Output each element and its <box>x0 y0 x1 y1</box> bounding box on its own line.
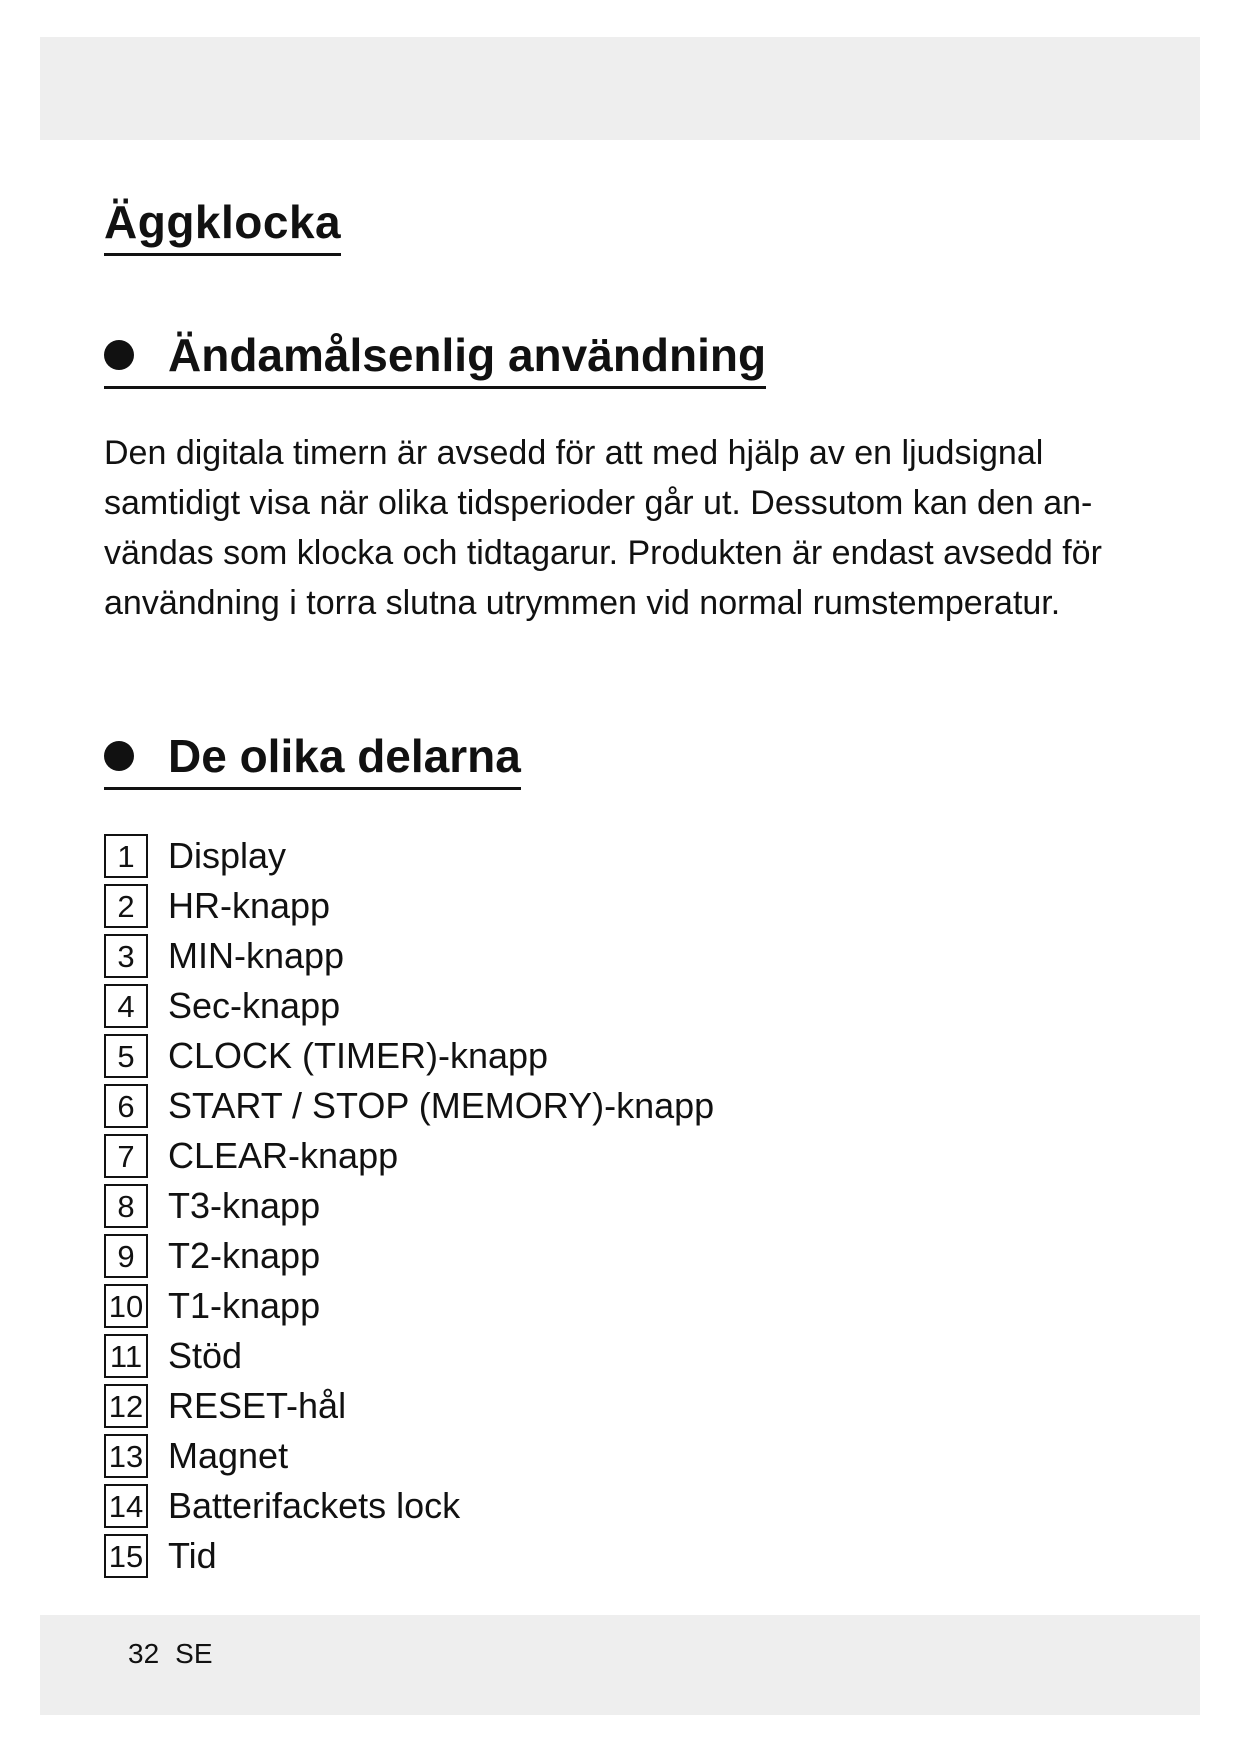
part-label: START / STOP (MEMORY)-knapp <box>168 1085 715 1126</box>
list-item <box>104 1081 714 1131</box>
part-number-box: 8 <box>104 1184 148 1228</box>
section-heading-text: Ändamålsenlig användning <box>168 329 767 381</box>
page-footer <box>128 1638 213 1670</box>
footer-band <box>40 1615 1200 1715</box>
list-item <box>104 1181 714 1231</box>
language-code: SE <box>175 1638 213 1669</box>
part-number-box: 14 <box>104 1484 148 1528</box>
bullet-icon <box>104 340 134 370</box>
part-label: Sec-knapp <box>168 985 341 1026</box>
list-item <box>104 931 714 981</box>
part-label: Magnet <box>168 1435 289 1476</box>
part-number-box: 1 <box>104 834 148 878</box>
list-item <box>104 1381 714 1431</box>
part-number-box: 12 <box>104 1384 148 1428</box>
paragraph-line: vändas som klocka och tidtagarur. Produkten är endast avsedd för <box>104 534 1102 572</box>
list-item <box>104 1331 714 1381</box>
part-label: T1-knapp <box>168 1285 321 1326</box>
part-number-box: 3 <box>104 934 148 978</box>
part-number-box: 6 <box>104 1084 148 1128</box>
part-label: Display <box>168 835 287 876</box>
part-label: CLOCK (TIMER)-knapp <box>168 1035 549 1076</box>
part-label: CLEAR-knapp <box>168 1135 399 1176</box>
list-item <box>104 881 714 931</box>
page-number: 32 <box>128 1638 160 1669</box>
bullet-icon <box>104 741 134 771</box>
list-item <box>104 1131 714 1181</box>
part-number-box: 11 <box>104 1334 148 1378</box>
header-band <box>40 37 1200 140</box>
list-item <box>104 831 714 881</box>
part-label: HR-knapp <box>168 885 331 926</box>
part-number-box: 7 <box>104 1134 148 1178</box>
part-label: Tid <box>168 1535 217 1576</box>
parts-list <box>104 831 714 1581</box>
part-label: MIN-knapp <box>168 935 345 976</box>
list-item <box>104 981 714 1031</box>
list-item <box>104 1531 714 1581</box>
part-label: T2-knapp <box>168 1235 321 1276</box>
part-label: T3-knapp <box>168 1185 321 1226</box>
part-number-box: 4 <box>104 984 148 1028</box>
part-number-box: 9 <box>104 1234 148 1278</box>
list-item <box>104 1031 714 1081</box>
part-label: RESET-hål <box>168 1385 347 1426</box>
section-heading-parts <box>104 730 521 790</box>
part-number-box: 15 <box>104 1534 148 1578</box>
list-item <box>104 1481 714 1531</box>
part-label: Stöd <box>168 1335 243 1376</box>
list-item <box>104 1431 714 1481</box>
paragraph-line: samtidigt visa när olika tidsperioder går ut. Dessutom kan den an- <box>104 484 1093 522</box>
part-number-box: 2 <box>104 884 148 928</box>
list-item <box>104 1281 714 1331</box>
part-label: Batterifackets lock <box>168 1485 461 1526</box>
part-number-box: 10 <box>104 1284 148 1328</box>
section-heading-intended-use <box>104 329 767 389</box>
part-number-box: 5 <box>104 1034 148 1078</box>
intended-use-paragraph <box>104 428 1144 628</box>
paragraph-line: Den digitala timern är avsedd för att med hjälp av en ljudsignal <box>104 434 1044 472</box>
page-title: Äggklocka <box>104 199 341 256</box>
list-item <box>104 1231 714 1281</box>
paragraph-line: användning i torra slutna utrymmen vid normal rumstemperatur. <box>104 584 1061 622</box>
part-number-box: 13 <box>104 1434 148 1478</box>
section-heading-text: De olika delarna <box>168 730 521 782</box>
